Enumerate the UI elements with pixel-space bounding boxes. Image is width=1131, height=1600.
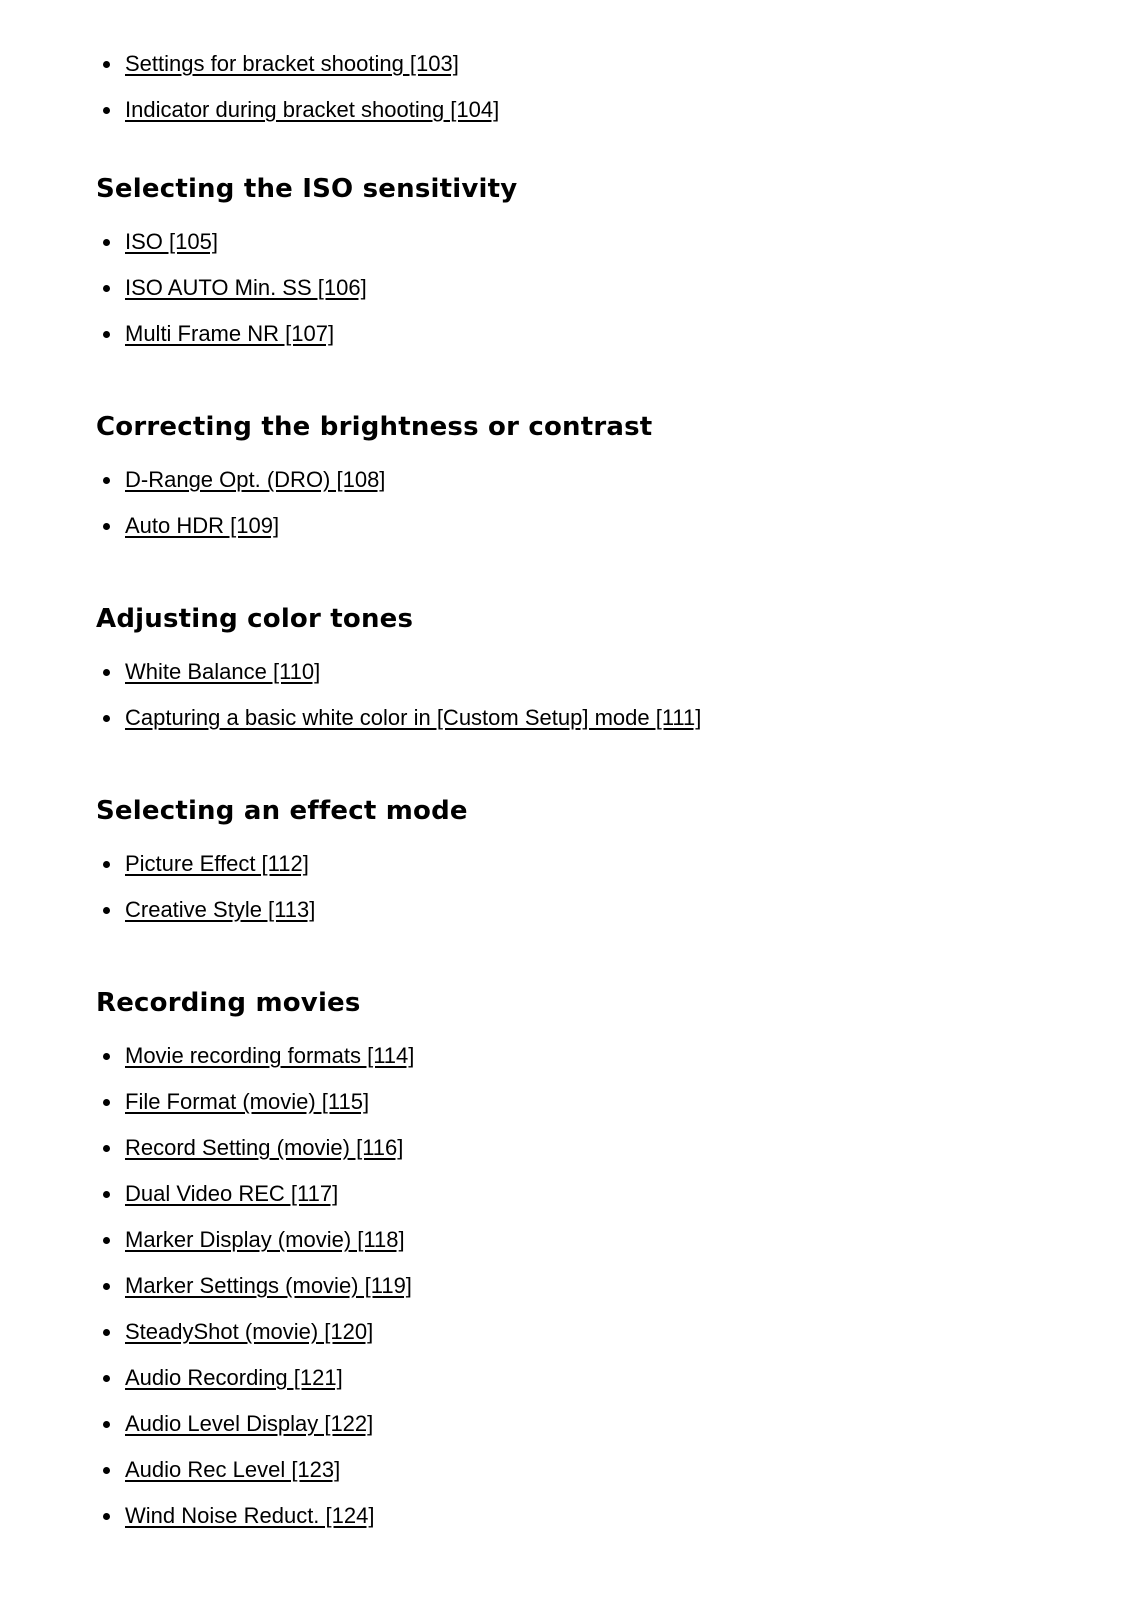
link-list	[0, 650, 900, 742]
link-auto-hdr[interactable]: Auto HDR [109]	[125, 513, 280, 538]
link-audio-recording[interactable]: Audio Recording [121]	[125, 1365, 343, 1390]
list-item	[0, 1218, 900, 1264]
list-item	[0, 458, 900, 504]
link-settings-bracket-shooting[interactable]: Settings for bracket shooting [103]	[125, 51, 459, 76]
bullet-icon	[103, 239, 110, 246]
bullet-icon	[103, 107, 110, 114]
link-record-setting-movie[interactable]: Record Setting (movie) [116]	[125, 1135, 404, 1160]
link-picture-effect[interactable]: Picture Effect [112]	[125, 851, 309, 876]
bullet-icon	[103, 477, 110, 484]
bullet-icon	[103, 861, 110, 868]
list-item	[0, 696, 900, 742]
list-item	[0, 1494, 900, 1540]
list-item	[0, 842, 900, 888]
link-creative-style[interactable]: Creative Style [113]	[125, 897, 316, 922]
list-item	[0, 312, 900, 358]
link-list	[0, 220, 900, 358]
list-item	[0, 266, 900, 312]
section-heading: Selecting an effect mode	[96, 796, 468, 826]
bullet-icon	[103, 61, 110, 68]
link-marker-settings-movie[interactable]: Marker Settings (movie) [119]	[125, 1273, 412, 1298]
bullet-icon	[103, 1237, 110, 1244]
link-multi-frame-nr[interactable]: Multi Frame NR [107]	[125, 321, 335, 346]
link-movie-recording-formats[interactable]: Movie recording formats [114]	[125, 1043, 415, 1068]
bullet-icon	[103, 1329, 110, 1336]
list-item	[0, 1080, 900, 1126]
link-iso-auto-min-ss[interactable]: ISO AUTO Min. SS [106]	[125, 275, 367, 300]
link-list	[0, 842, 900, 934]
link-iso[interactable]: ISO [105]	[125, 229, 218, 254]
link-list	[0, 458, 900, 550]
list-item	[0, 88, 900, 134]
bullet-icon	[103, 1191, 110, 1198]
bullet-icon	[103, 1375, 110, 1382]
list-item	[0, 650, 900, 696]
list-item	[0, 888, 900, 934]
link-wind-noise-reduct[interactable]: Wind Noise Reduct. [124]	[125, 1503, 375, 1528]
list-item	[0, 1264, 900, 1310]
section-heading: Selecting the ISO sensitivity	[96, 174, 518, 204]
link-list	[0, 1034, 900, 1540]
link-steadyshot-movie[interactable]: SteadyShot (movie) [120]	[125, 1319, 374, 1344]
section-heading: Adjusting color tones	[96, 604, 414, 634]
list-item	[0, 1356, 900, 1402]
section-heading: Recording movies	[96, 988, 361, 1018]
link-d-range-opt[interactable]: D-Range Opt. (DRO) [108]	[125, 467, 386, 492]
bullet-icon	[103, 1099, 110, 1106]
bullet-icon	[103, 1053, 110, 1060]
bullet-icon	[103, 1145, 110, 1152]
link-audio-rec-level[interactable]: Audio Rec Level [123]	[125, 1457, 341, 1482]
link-capturing-white-color[interactable]: Capturing a basic white color in [Custom Setup] mode [111]	[125, 705, 702, 730]
link-marker-display-movie[interactable]: Marker Display (movie) [118]	[125, 1227, 405, 1252]
list-item	[0, 1310, 900, 1356]
list-item	[0, 220, 900, 266]
list-item	[0, 504, 900, 550]
link-white-balance[interactable]: White Balance [110]	[125, 659, 321, 684]
list-item	[0, 1448, 900, 1494]
bullet-icon	[103, 907, 110, 914]
list-item	[0, 1172, 900, 1218]
bullet-icon	[103, 331, 110, 338]
bullet-icon	[103, 1467, 110, 1474]
list-item	[0, 1034, 900, 1080]
bullet-icon	[103, 285, 110, 292]
link-audio-level-display[interactable]: Audio Level Display [122]	[125, 1411, 374, 1436]
link-file-format-movie[interactable]: File Format (movie) [115]	[125, 1089, 370, 1114]
bullet-icon	[103, 1513, 110, 1520]
list-item	[0, 42, 900, 88]
section-heading: Correcting the brightness or contrast	[96, 412, 653, 442]
bullet-icon	[103, 523, 110, 530]
link-indicator-bracket-shooting[interactable]: Indicator during bracket shooting [104]	[125, 97, 500, 122]
bullet-icon	[103, 1283, 110, 1290]
list-item	[0, 1402, 900, 1448]
bullet-icon	[103, 669, 110, 676]
link-dual-video-rec[interactable]: Dual Video REC [117]	[125, 1181, 339, 1206]
list-item	[0, 1126, 900, 1172]
bullet-icon	[103, 1421, 110, 1428]
bullet-icon	[103, 715, 110, 722]
intro-link-list	[0, 42, 900, 134]
